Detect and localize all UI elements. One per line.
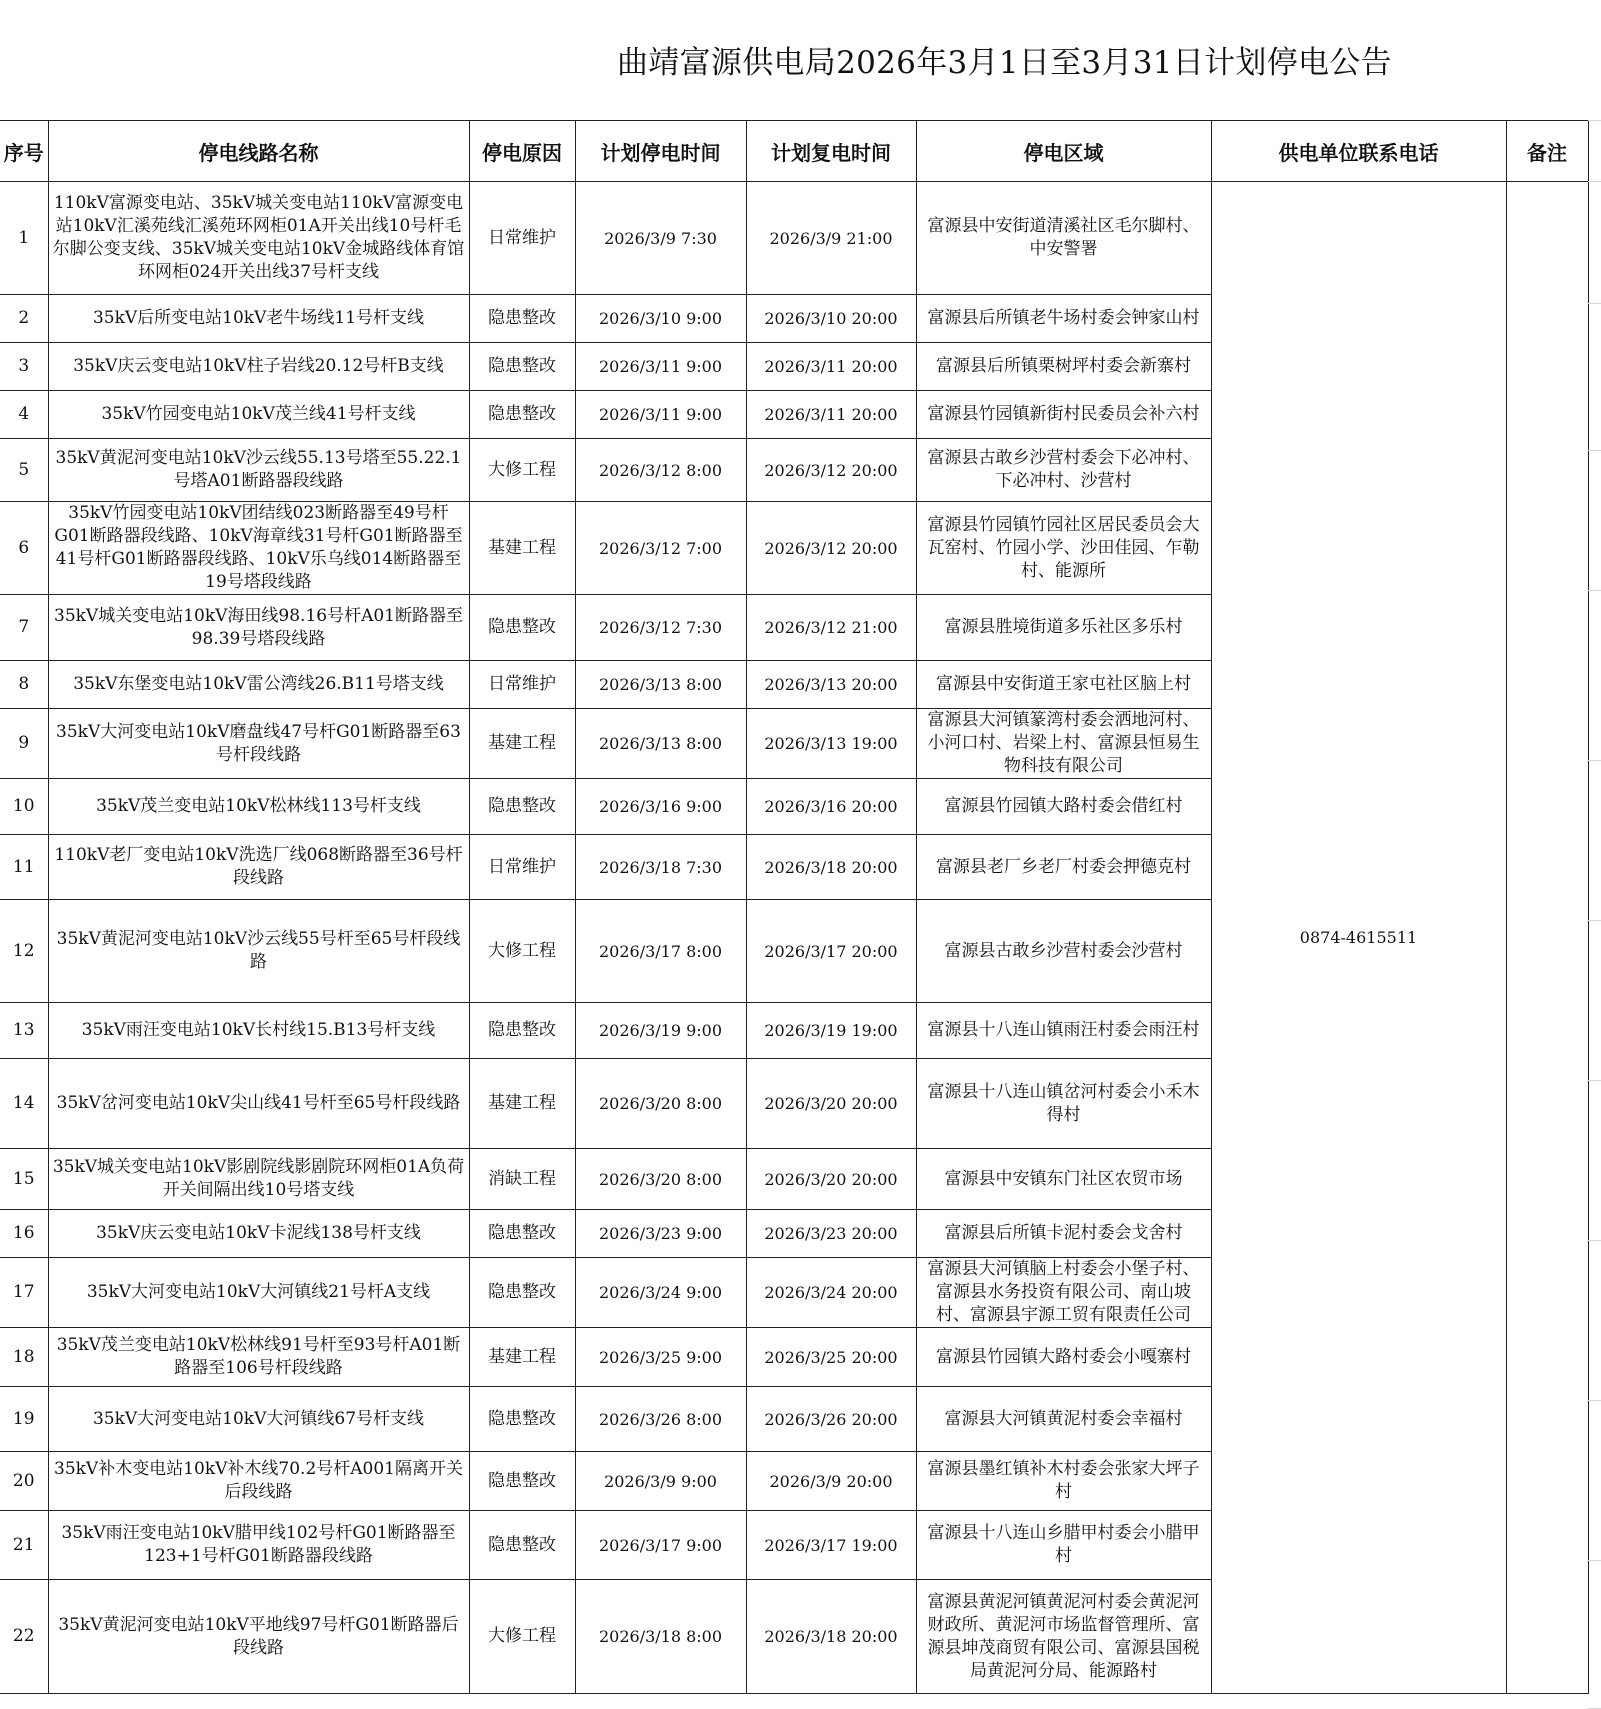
row-line-name: 35kV黄泥河变电站10kV沙云线55.13号塔至55.22.1号塔A01断路器段线路	[48, 439, 469, 502]
row-line-name: 35kV大河变电站10kV大河镇线21号杆A支线	[48, 1258, 469, 1328]
row-start-time: 2026/3/26 8:00	[575, 1387, 746, 1452]
row-no: 15	[0, 1149, 48, 1210]
row-end-time: 2026/3/11 20:00	[746, 343, 916, 391]
row-no: 6	[0, 502, 48, 595]
row-end-time: 2026/3/11 20:00	[746, 391, 916, 439]
row-no: 18	[0, 1328, 48, 1387]
row-reason: 隐患整改	[469, 1003, 575, 1059]
row-area: 富源县后所镇老牛场村委会钟家山村	[916, 295, 1211, 343]
row-start-time: 2026/3/13 8:00	[575, 709, 746, 779]
row-reason: 隐患整改	[469, 1452, 575, 1511]
row-reason: 日常维护	[469, 835, 575, 900]
row-start-time: 2026/3/16 9:00	[575, 779, 746, 835]
row-line-name: 35kV城关变电站10kV海田线98.16号杆A01断路器至98.39号塔段线路	[48, 595, 469, 661]
row-area: 富源县中安街道王家屯社区脑上村	[916, 661, 1211, 709]
row-end-time: 2026/3/12 20:00	[746, 439, 916, 502]
header-area: 停电区域	[916, 121, 1211, 182]
row-area: 富源县中安街道清溪社区毛尔脚村、中安警署	[916, 182, 1211, 295]
row-no: 19	[0, 1387, 48, 1452]
row-no: 11	[0, 835, 48, 900]
table-body	[0, 182, 1588, 1694]
row-no: 3	[0, 343, 48, 391]
row-area: 富源县十八连山乡腊甲村委会小腊甲村	[916, 1511, 1211, 1580]
row-line-name: 110kV富源变电站、35kV城关变电站110kV富源变电站10kV汇溪苑线汇溪苑环网柜01A开关出线10号杆毛尔脚公变支线、35kV城关变电站10kV金城路线体育馆环网柜024开关出线37号杆支线	[48, 182, 469, 295]
header-note: 备注	[1506, 121, 1588, 182]
remarks-cell	[1506, 182, 1588, 1694]
row-end-time: 2026/3/18 20:00	[746, 835, 916, 900]
row-start-time: 2026/3/24 9:00	[575, 1258, 746, 1328]
row-end-time: 2026/3/12 20:00	[746, 502, 916, 595]
row-reason: 隐患整改	[469, 1210, 575, 1258]
row-area: 富源县古敢乡沙营村委会沙营村	[916, 900, 1211, 1003]
row-line-name: 35kV黄泥河变电站10kV平地线97号杆G01断路器后段线路	[48, 1580, 469, 1694]
row-line-name: 35kV茂兰变电站10kV松林线113号杆支线	[48, 779, 469, 835]
row-end-time: 2026/3/20 20:00	[746, 1059, 916, 1149]
row-line-name: 35kV东堡变电站10kV雷公湾线26.B11号塔支线	[48, 661, 469, 709]
row-area: 富源县古敢乡沙营村委会下必冲村、下必冲村、沙营村	[916, 439, 1211, 502]
row-area: 富源县墨红镇补木村委会张家大坪子村	[916, 1452, 1211, 1511]
header-line: 停电线路名称	[48, 121, 469, 182]
header-no: 序号	[0, 121, 48, 182]
row-reason: 基建工程	[469, 1328, 575, 1387]
row-area: 富源县竹园镇竹园社区居民委员会大瓦窑村、竹园小学、沙田佳园、乍勒村、能源所	[916, 502, 1211, 595]
row-end-time: 2026/3/26 20:00	[746, 1387, 916, 1452]
row-area: 富源县大河镇脑上村委会小堡子村、富源县水务投资有限公司、南山坡村、富源县宇源工贸有限责任公司	[916, 1258, 1211, 1328]
row-area: 富源县中安镇东门社区农贸市场	[916, 1149, 1211, 1210]
row-line-name: 35kV竹园变电站10kV茂兰线41号杆支线	[48, 391, 469, 439]
page-title: 曲靖富源供电局2026年3月1日至3月31日计划停电公告	[617, 45, 1392, 81]
row-no: 16	[0, 1210, 48, 1258]
row-reason: 日常维护	[469, 182, 575, 295]
row-start-time: 2026/3/11 9:00	[575, 391, 746, 439]
row-start-time: 2026/3/25 9:00	[575, 1328, 746, 1387]
grid-edge	[1588, 120, 1601, 1709]
row-end-time: 2026/3/20 20:00	[746, 1149, 916, 1210]
row-end-time: 2026/3/13 19:00	[746, 709, 916, 779]
contact-phone: 0874-4615511	[1211, 182, 1506, 1694]
row-start-time: 2026/3/11 9:00	[575, 343, 746, 391]
row-line-name: 35kV大河变电站10kV大河镇线67号杆支线	[48, 1387, 469, 1452]
header-phone: 供电单位联系电话	[1211, 121, 1506, 182]
row-no: 1	[0, 182, 48, 295]
row-start-time: 2026/3/12 7:30	[575, 595, 746, 661]
row-area: 富源县大河镇黄泥村委会幸福村	[916, 1387, 1211, 1452]
row-line-name: 35kV竹园变电站10kV团结线023断路器至49号杆G01断路器段线路、10kV海章线31号杆G01断路器至41号杆G01断路器段线路、10kV乐乌线014断路器至19号塔段线路	[48, 502, 469, 595]
row-reason: 消缺工程	[469, 1149, 575, 1210]
row-area: 富源县竹园镇新街村民委员会补六村	[916, 391, 1211, 439]
header-reason: 停电原因	[469, 121, 575, 182]
header-start: 计划停电时间	[575, 121, 746, 182]
row-no: 7	[0, 595, 48, 661]
row-end-time: 2026/3/9 21:00	[746, 182, 916, 295]
row-end-time: 2026/3/10 20:00	[746, 295, 916, 343]
row-start-time: 2026/3/17 9:00	[575, 1511, 746, 1580]
row-start-time: 2026/3/23 9:00	[575, 1210, 746, 1258]
row-line-name: 35kV城关变电站10kV影剧院线影剧院环网柜01A负荷开关间隔出线10号塔支线	[48, 1149, 469, 1210]
row-start-time: 2026/3/18 8:00	[575, 1580, 746, 1694]
row-line-name: 110kV老厂变电站10kV洗选厂线068断路器至36号杆段线路	[48, 835, 469, 900]
row-reason: 大修工程	[469, 900, 575, 1003]
row-line-name: 35kV庆云变电站10kV卡泥线138号杆支线	[48, 1210, 469, 1258]
row-reason: 隐患整改	[469, 595, 575, 661]
row-start-time: 2026/3/9 7:30	[575, 182, 746, 295]
row-line-name: 35kV大河变电站10kV磨盘线47号杆G01断路器至63号杆段线路	[48, 709, 469, 779]
row-no: 20	[0, 1452, 48, 1511]
row-end-time: 2026/3/16 20:00	[746, 779, 916, 835]
row-no: 2	[0, 295, 48, 343]
row-start-time: 2026/3/9 9:00	[575, 1452, 746, 1511]
row-no: 14	[0, 1059, 48, 1149]
row-start-time: 2026/3/13 8:00	[575, 661, 746, 709]
row-area: 富源县胜境街道多乐社区多乐村	[916, 595, 1211, 661]
row-no: 17	[0, 1258, 48, 1328]
header-row	[0, 121, 1588, 182]
row-line-name: 35kV补木变电站10kV补木线70.2号杆A001隔离开关后段线路	[48, 1452, 469, 1511]
outage-table	[0, 120, 1589, 1694]
row-end-time: 2026/3/19 19:00	[746, 1003, 916, 1059]
row-area: 富源县十八连山镇雨汪村委会雨汪村	[916, 1003, 1211, 1059]
row-area: 富源县后所镇栗树坪村委会新寨村	[916, 343, 1211, 391]
row-end-time: 2026/3/17 19:00	[746, 1511, 916, 1580]
row-reason: 基建工程	[469, 709, 575, 779]
row-reason: 隐患整改	[469, 1258, 575, 1328]
row-reason: 隐患整改	[469, 343, 575, 391]
row-start-time: 2026/3/20 8:00	[575, 1059, 746, 1149]
row-start-time: 2026/3/20 8:00	[575, 1149, 746, 1210]
row-line-name: 35kV黄泥河变电站10kV沙云线55号杆至65号杆段线路	[48, 900, 469, 1003]
row-end-time: 2026/3/23 20:00	[746, 1210, 916, 1258]
row-line-name: 35kV岔河变电站10kV尖山线41号杆至65号杆段线路	[48, 1059, 469, 1149]
row-no: 9	[0, 709, 48, 779]
row-no: 12	[0, 900, 48, 1003]
row-no: 21	[0, 1511, 48, 1580]
row-reason: 隐患整改	[469, 1511, 575, 1580]
row-line-name: 35kV雨汪变电站10kV腊甲线102号杆G01断路器至123+1号杆G01断路器段线路	[48, 1511, 469, 1580]
row-reason: 隐患整改	[469, 1387, 575, 1452]
row-reason: 隐患整改	[469, 295, 575, 343]
row-reason: 隐患整改	[469, 779, 575, 835]
row-line-name: 35kV后所变电站10kV老牛场线11号杆支线	[48, 295, 469, 343]
row-no: 13	[0, 1003, 48, 1059]
row-start-time: 2026/3/18 7:30	[575, 835, 746, 900]
row-line-name: 35kV雨汪变电站10kV长村线15.B13号杆支线	[48, 1003, 469, 1059]
row-end-time: 2026/3/25 20:00	[746, 1328, 916, 1387]
row-line-name: 35kV庆云变电站10kV柱子岩线20.12号杆B支线	[48, 343, 469, 391]
row-end-time: 2026/3/24 20:00	[746, 1258, 916, 1328]
row-area: 富源县黄泥河镇黄泥河村委会黄泥河财政所、黄泥河市场监督管理所、富源县坤茂商贸有限公司、富源县国税局黄泥河分局、能源路村	[916, 1580, 1211, 1694]
row-start-time: 2026/3/17 8:00	[575, 900, 746, 1003]
row-no: 8	[0, 661, 48, 709]
row-area: 富源县老厂乡老厂村委会押德克村	[916, 835, 1211, 900]
row-end-time: 2026/3/18 20:00	[746, 1580, 916, 1694]
row-start-time: 2026/3/10 9:00	[575, 295, 746, 343]
row-area: 富源县大河镇篆湾村委会洒地河村、小河口村、岩梁上村、富源县恒易生物科技有限公司	[916, 709, 1211, 779]
row-reason: 日常维护	[469, 661, 575, 709]
header-end: 计划复电时间	[746, 121, 916, 182]
row-reason: 隐患整改	[469, 391, 575, 439]
row-end-time: 2026/3/12 21:00	[746, 595, 916, 661]
row-end-time: 2026/3/9 20:00	[746, 1452, 916, 1511]
row-area: 富源县十八连山镇岔河村委会小禾木得村	[916, 1059, 1211, 1149]
row-no: 10	[0, 779, 48, 835]
row-reason: 基建工程	[469, 502, 575, 595]
row-area: 富源县后所镇卡泥村委会戈舍村	[916, 1210, 1211, 1258]
row-start-time: 2026/3/12 7:00	[575, 502, 746, 595]
row-reason: 大修工程	[469, 439, 575, 502]
row-reason: 基建工程	[469, 1059, 575, 1149]
row-start-time: 2026/3/12 8:00	[575, 439, 746, 502]
row-no: 22	[0, 1580, 48, 1694]
row-area: 富源县竹园镇大路村委会小嘎寨村	[916, 1328, 1211, 1387]
row-end-time: 2026/3/17 20:00	[746, 900, 916, 1003]
row-start-time: 2026/3/19 9:00	[575, 1003, 746, 1059]
table-row	[0, 182, 1588, 295]
row-no: 4	[0, 391, 48, 439]
row-reason: 大修工程	[469, 1580, 575, 1694]
row-area: 富源县竹园镇大路村委会借红村	[916, 779, 1211, 835]
row-no: 5	[0, 439, 48, 502]
row-end-time: 2026/3/13 20:00	[746, 661, 916, 709]
row-line-name: 35kV茂兰变电站10kV松林线91号杆至93号杆A01断路器至106号杆段线路	[48, 1328, 469, 1387]
